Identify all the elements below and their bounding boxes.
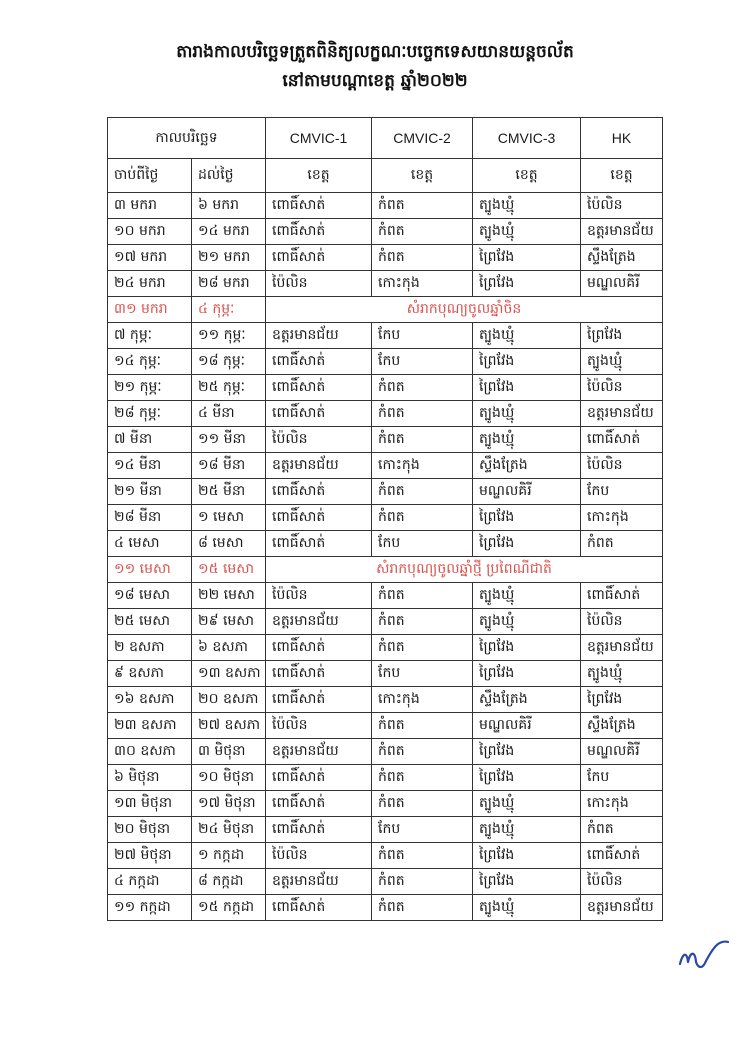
schedule-table: [107, 117, 663, 921]
from-date-cell: ៣ មករា: [108, 193, 192, 219]
from-date-cell: ១៨ មេសា: [108, 583, 192, 609]
to-date-cell: ២៤ មិថុនា: [192, 817, 266, 843]
cmvic-2-province-cell: កំពត: [372, 765, 473, 791]
hk-province-cell: ប៉ៃលិន: [581, 453, 663, 479]
table-row: [108, 453, 663, 479]
table-row: [108, 817, 663, 843]
cmvic-3-province-cell: ព្រៃវែង: [473, 349, 581, 375]
to-date-cell: ១៣ ឧសភា: [192, 661, 266, 687]
from-date-cell: ២១ កុម្ភៈ: [108, 375, 192, 401]
cmvic-2-province-cell: កំពត: [372, 505, 473, 531]
to-date-cell: ២១ មករា: [192, 245, 266, 271]
cmvic-3-province-cell: មណ្ឌលគិរី: [473, 713, 581, 739]
cmvic-1-province-cell: ពោធិ៍សាត់: [266, 245, 372, 271]
hk-province-cell: កោះកុង: [581, 505, 663, 531]
cmvic-3-province-cell: មណ្ឌលគិរី: [473, 479, 581, 505]
cmvic-1-province-cell: ពោធិ៍សាត់: [266, 895, 372, 921]
cmvic-3-province-cell: ស្ទឹងត្រែង: [473, 687, 581, 713]
to-date-cell: ៨ កក្កដា: [192, 869, 266, 895]
document-title: [0, 38, 750, 96]
cmvic-1-province-cell: ឧត្តរមានជ័យ: [266, 453, 372, 479]
from-date-cell: ៤ មេសា: [108, 531, 192, 557]
from-date-cell: ១១ កក្កដា: [108, 895, 192, 921]
from-date-cell: ២០ មិថុនា: [108, 817, 192, 843]
table-row: [108, 609, 663, 635]
cmvic-3-province-cell: ព្រៃវែង: [473, 271, 581, 297]
province-header: ខេត្ត: [581, 159, 663, 193]
from-date-cell: ១៤ កុម្ភៈ: [108, 349, 192, 375]
province-header: ខេត្ត: [473, 159, 581, 193]
from-date-cell: ២ ឧសភា: [108, 635, 192, 661]
cmvic-2-province-cell: កែប: [372, 349, 473, 375]
cmvic-2-province-cell: កោះកុង: [372, 271, 473, 297]
table-row: [108, 739, 663, 765]
cmvic-2-province-cell: កំពត: [372, 635, 473, 661]
cmvic-2-province-cell: កំពត: [372, 843, 473, 869]
cmvic-2-province-cell: កំពត: [372, 583, 473, 609]
cmvic-1-province-cell: ពោធិ៍សាត់: [266, 219, 372, 245]
cmvic-2-province-cell: កែប: [372, 323, 473, 349]
cmvic-1-province-cell: ពោធិ៍សាត់: [266, 765, 372, 791]
cmvic-3-province-cell: ត្បូងឃ្មុំ: [473, 817, 581, 843]
hk-province-cell: កែប: [581, 479, 663, 505]
to-date-cell: ៨ មេសា: [192, 531, 266, 557]
header-row-1: [108, 118, 663, 159]
holiday-note: សំរាកបុណ្យចូលឆ្នាំចិន: [266, 297, 663, 323]
table-row: [108, 193, 663, 219]
cmvic-1-province-cell: ឧត្តរមានជ័យ: [266, 323, 372, 349]
cmvic-1-province-cell: ប៉ៃលិន: [266, 427, 372, 453]
from-date-cell: ៩ ឧសភា: [108, 661, 192, 687]
unit-header-cmvic-1: CMVIC-1: [266, 118, 372, 159]
cmvic-1-province-cell: ពោធិ៍សាត់: [266, 401, 372, 427]
to-date-cell: ២៥ មីនា: [192, 479, 266, 505]
to-date-cell: ៤ កុម្ភៈ: [192, 297, 266, 323]
cmvic-1-province-cell: ពោធិ៍សាត់: [266, 661, 372, 687]
from-date-cell: ៣១ មករា: [108, 297, 192, 323]
to-date-cell: ១០ មិថុនា: [192, 765, 266, 791]
to-date-cell: ១ មេសា: [192, 505, 266, 531]
province-header: ខេត្ត: [372, 159, 473, 193]
hk-province-cell: ត្បូងឃ្មុំ: [581, 349, 663, 375]
unit-header-cmvic-2: CMVIC-2: [372, 118, 473, 159]
holiday-row: [108, 557, 663, 583]
cmvic-3-province-cell: ព្រៃវែង: [473, 531, 581, 557]
cmvic-3-province-cell: ត្បូងឃ្មុំ: [473, 219, 581, 245]
from-date-cell: ១៤ មីនា: [108, 453, 192, 479]
to-date-cell: ១៧ មិថុនា: [192, 791, 266, 817]
cmvic-2-province-cell: កំពត: [372, 375, 473, 401]
from-date-cell: ៣០ ឧសភា: [108, 739, 192, 765]
cmvic-1-province-cell: ពោធិ៍សាត់: [266, 791, 372, 817]
to-date-cell: ២០ ឧសភា: [192, 687, 266, 713]
cmvic-2-province-cell: កែប: [372, 661, 473, 687]
from-date-cell: ២៨ កុម្ភៈ: [108, 401, 192, 427]
cmvic-1-province-cell: ប៉ៃលិន: [266, 271, 372, 297]
hk-province-cell: កែប: [581, 765, 663, 791]
to-date-cell: ៦ ឧសភា: [192, 635, 266, 661]
table-row: [108, 245, 663, 271]
from-date-cell: ២៥ មេសា: [108, 609, 192, 635]
hk-province-cell: ឧត្តរមានជ័យ: [581, 219, 663, 245]
to-date-cell: ២៩ មេសា: [192, 609, 266, 635]
hk-province-cell: ប៉ៃលិន: [581, 375, 663, 401]
from-date-cell: ១៧ មករា: [108, 245, 192, 271]
from-date-cell: ៧ កុម្ភៈ: [108, 323, 192, 349]
from-date-cell: ១០ មករា: [108, 219, 192, 245]
to-date-cell: ១៤ មករា: [192, 219, 266, 245]
cmvic-3-province-cell: ត្បូងឃ្មុំ: [473, 401, 581, 427]
table-row: [108, 505, 663, 531]
cmvic-1-province-cell: ពោធិ៍សាត់: [266, 375, 372, 401]
to-date-cell: ១៨ កុម្ភៈ: [192, 349, 266, 375]
from-date-cell: ២៨ មីនា: [108, 505, 192, 531]
hk-province-cell: ឧត្តរមានជ័យ: [581, 635, 663, 661]
cmvic-1-province-cell: ឧត្តរមានជ័យ: [266, 609, 372, 635]
hk-province-cell: ប៉ៃលិន: [581, 869, 663, 895]
cmvic-2-province-cell: កំពត: [372, 609, 473, 635]
schedule-body: [108, 118, 663, 921]
holiday-note: សំរាកបុណ្យចូលឆ្នាំថ្មី ប្រពៃណីជាតិ: [266, 557, 663, 583]
cmvic-3-province-cell: ព្រៃវែង: [473, 635, 581, 661]
hk-province-cell: ពោធិ៍សាត់: [581, 583, 663, 609]
table-row: [108, 791, 663, 817]
cmvic-1-province-cell: ពោធិ៍សាត់: [266, 349, 372, 375]
to-date-cell: ១៥ កក្កដា: [192, 895, 266, 921]
cmvic-3-province-cell: ព្រៃវែង: [473, 869, 581, 895]
from-date-cell: ១១ មេសា: [108, 557, 192, 583]
to-date-cell: ៣ មិថុនា: [192, 739, 266, 765]
cmvic-2-province-cell: កំពត: [372, 895, 473, 921]
hk-province-cell: កោះកុង: [581, 791, 663, 817]
to-date-cell: ១១ មីនា: [192, 427, 266, 453]
cmvic-2-province-cell: កំពត: [372, 219, 473, 245]
cmvic-2-province-cell: កំពត: [372, 245, 473, 271]
cmvic-1-province-cell: ឧត្តរមានជ័យ: [266, 739, 372, 765]
signature-mark: [678, 938, 730, 972]
cmvic-2-province-cell: កំពត: [372, 791, 473, 817]
cmvic-3-province-cell: ត្បូងឃ្មុំ: [473, 193, 581, 219]
cmvic-3-province-cell: ព្រៃវែង: [473, 765, 581, 791]
title-line-2: នៅតាមបណ្តាខេត្ត ឆ្នាំ២០២២: [282, 71, 468, 91]
to-date-cell: ១ កក្កដា: [192, 843, 266, 869]
header-row-2: [108, 159, 663, 193]
cmvic-2-province-cell: កំពត: [372, 401, 473, 427]
period-header: កាលបរិច្ឆេទ: [108, 118, 266, 159]
cmvic-3-province-cell: ស្ទឹងត្រែង: [473, 453, 581, 479]
to-date-cell: ៦ មករា: [192, 193, 266, 219]
cmvic-3-province-cell: ត្បូងឃ្មុំ: [473, 323, 581, 349]
cmvic-3-province-cell: ព្រៃវែង: [473, 375, 581, 401]
cmvic-1-province-cell: ឧត្តរមានជ័យ: [266, 869, 372, 895]
table-row: [108, 323, 663, 349]
cmvic-3-province-cell: ត្បូងឃ្មុំ: [473, 427, 581, 453]
table-row: [108, 349, 663, 375]
hk-province-cell: ត្បូងឃ្មុំ: [581, 661, 663, 687]
cmvic-1-province-cell: ពោធិ៍សាត់: [266, 635, 372, 661]
cmvic-1-province-cell: ពោធិ៍សាត់: [266, 505, 372, 531]
table-row: [108, 583, 663, 609]
table-row: [108, 895, 663, 921]
hk-province-cell: ព្រៃវែង: [581, 687, 663, 713]
to-date-cell: ១៨ មីនា: [192, 453, 266, 479]
to-date-cell: ២៨ មករា: [192, 271, 266, 297]
hk-province-cell: កំពត: [581, 817, 663, 843]
cmvic-1-province-cell: ប៉ៃលិន: [266, 843, 372, 869]
from-date-cell: ៤ កក្កដា: [108, 869, 192, 895]
cmvic-2-province-cell: កំពត: [372, 427, 473, 453]
table-row: [108, 531, 663, 557]
cmvic-2-province-cell: កំពត: [372, 713, 473, 739]
cmvic-1-province-cell: ពោធិ៍សាត់: [266, 687, 372, 713]
to-date-cell: ២២ មេសា: [192, 583, 266, 609]
table-row: [108, 401, 663, 427]
table-row: [108, 661, 663, 687]
cmvic-2-province-cell: កំពត: [372, 869, 473, 895]
unit-header-cmvic-3: CMVIC-3: [473, 118, 581, 159]
table-row: [108, 219, 663, 245]
from-date-header: ចាប់ពីថ្ងៃ: [108, 159, 192, 193]
table-row: [108, 271, 663, 297]
table-row: [108, 375, 663, 401]
cmvic-3-province-cell: ត្បូងឃ្មុំ: [473, 895, 581, 921]
cmvic-3-province-cell: ត្បូងឃ្មុំ: [473, 583, 581, 609]
hk-province-cell: ព្រៃវែង: [581, 323, 663, 349]
cmvic-3-province-cell: ព្រៃវែង: [473, 245, 581, 271]
cmvic-1-province-cell: ប៉ៃលិន: [266, 583, 372, 609]
cmvic-2-province-cell: កោះកុង: [372, 687, 473, 713]
hk-province-cell: ឧត្តរមានជ័យ: [581, 895, 663, 921]
hk-province-cell: កំពត: [581, 531, 663, 557]
hk-province-cell: ពោធិ៍សាត់: [581, 843, 663, 869]
cmvic-3-province-cell: ព្រៃវែង: [473, 505, 581, 531]
cmvic-2-province-cell: កំពត: [372, 739, 473, 765]
cmvic-3-province-cell: ព្រៃវែង: [473, 739, 581, 765]
table-row: [108, 479, 663, 505]
cmvic-1-province-cell: ពោធិ៍សាត់: [266, 531, 372, 557]
from-date-cell: ២៣ ឧសភា: [108, 713, 192, 739]
hk-province-cell: ពោធិ៍សាត់: [581, 427, 663, 453]
cmvic-1-province-cell: ពោធិ៍សាត់: [266, 193, 372, 219]
from-date-cell: ២៧ មិថុនា: [108, 843, 192, 869]
cmvic-3-province-cell: ត្បូងឃ្មុំ: [473, 609, 581, 635]
cmvic-1-province-cell: ពោធិ៍សាត់: [266, 817, 372, 843]
table-row: [108, 713, 663, 739]
hk-province-cell: មណ្ឌលគិរី: [581, 739, 663, 765]
from-date-cell: ២៤ មករា: [108, 271, 192, 297]
cmvic-2-province-cell: កោះកុង: [372, 453, 473, 479]
to-date-cell: ១១ កុម្ភៈ: [192, 323, 266, 349]
to-date-cell: ២៧ ឧសភា: [192, 713, 266, 739]
table-row: [108, 687, 663, 713]
to-date-header: ដល់ថ្ងៃ: [192, 159, 266, 193]
cmvic-3-province-cell: ព្រៃវែង: [473, 843, 581, 869]
holiday-row: [108, 297, 663, 323]
table-row: [108, 427, 663, 453]
cmvic-1-province-cell: ប៉ៃលិន: [266, 713, 372, 739]
from-date-cell: ៧ មីនា: [108, 427, 192, 453]
to-date-cell: ៤ មីនា: [192, 401, 266, 427]
to-date-cell: ១៥ មេសា: [192, 557, 266, 583]
hk-province-cell: មណ្ឌលគិរី: [581, 271, 663, 297]
table-row: [108, 635, 663, 661]
cmvic-2-province-cell: កែប: [372, 817, 473, 843]
table-row: [108, 843, 663, 869]
from-date-cell: ២១ មីនា: [108, 479, 192, 505]
from-date-cell: ១៦ ឧសភា: [108, 687, 192, 713]
hk-province-cell: ស្ទឹងត្រែង: [581, 245, 663, 271]
province-header: ខេត្ត: [266, 159, 372, 193]
from-date-cell: ៦ មិថុនា: [108, 765, 192, 791]
cmvic-3-province-cell: ព្រៃវែង: [473, 661, 581, 687]
hk-province-cell: ប៉ៃលិន: [581, 193, 663, 219]
table-row: [108, 869, 663, 895]
title-line-1: តារាងកាលបរិច្ឆេទត្រួតពិនិត្យលក្ខណៈបច្ចេកទេសយានយន្តចល័ត: [176, 42, 574, 62]
cmvic-2-province-cell: កំពត: [372, 193, 473, 219]
to-date-cell: ២៥ កុម្ភៈ: [192, 375, 266, 401]
hk-province-cell: ស្ទឹងត្រែង: [581, 713, 663, 739]
hk-province-cell: ឧត្តរមានជ័យ: [581, 401, 663, 427]
from-date-cell: ១៣ មិថុនា: [108, 791, 192, 817]
cmvic-3-province-cell: ត្បូងឃ្មុំ: [473, 791, 581, 817]
cmvic-1-province-cell: ពោធិ៍សាត់: [266, 479, 372, 505]
cmvic-2-province-cell: កំពត: [372, 479, 473, 505]
unit-header-hk: HK: [581, 118, 663, 159]
hk-province-cell: ប៉ៃលិន: [581, 609, 663, 635]
cmvic-2-province-cell: កែប: [372, 531, 473, 557]
table-row: [108, 765, 663, 791]
